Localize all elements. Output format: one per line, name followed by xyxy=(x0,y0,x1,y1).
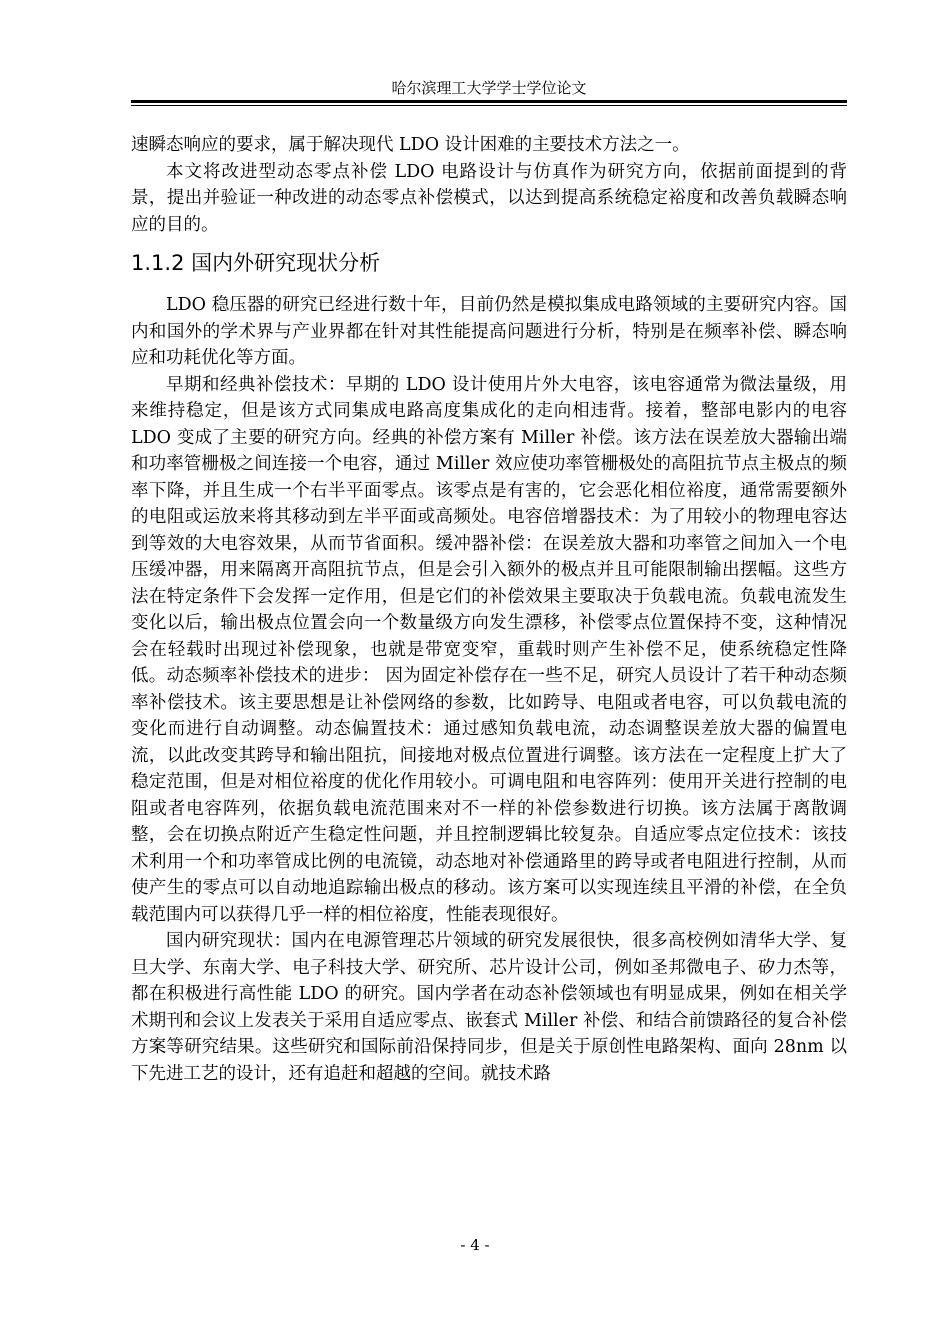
running-header: 哈尔滨理工大学学士学位论文 xyxy=(391,79,587,97)
body-paragraph: 国内研究现状：国内在电源管理芯片领域的研究发展很快，很多高校例如清华大学、复旦大学、东南大学、电子科技大学、研究所、芯片设计公司，例如圣邦微电子、矽力杰等，都在积极进行高性能 LDO 的研究。国内学者在动态补偿领域也有明显成果，例如在相关学术期刊和会议上发表关于采用自适应零点、嵌套式 Miller 补偿、和结合前馈路径的复合补偿方案等研究结果。这些研究和国际前沿保持同步，但是关于原创性电路架构、面向 28nm 以下先进工艺的设计，还有追赶和超越的空间。就技术路 xyxy=(131,931,847,1084)
body-paragraph: 速瞬态响应的要求，属于解决现代 LDO 设计困难的主要技术方法之一。 xyxy=(131,135,690,155)
body-paragraph: 本文将改进型动态零点补偿 LDO 电路设计与仿真作为研究方向，依据前面提到的背景，提出并验证一种改进的动态零点补偿模式，以达到提高系统稳定裕度和改善负载瞬态响应的目的。 xyxy=(131,161,847,235)
page-number: - 4 - xyxy=(460,1236,490,1254)
header-rule-thick xyxy=(131,100,847,103)
page-body xyxy=(131,132,847,1087)
body-paragraph: LDO 稳压器的研究已经进行数十年，目前仍然是模拟集成电路领域的主要研究内容。国内和国外的学术界与产业界都在针对其性能提高问题进行分析，特别是在频率补偿、瞬态响应和功耗优化等方面。 xyxy=(131,295,847,368)
body-paragraph: 早期和经典补偿技术：早期的 LDO 设计使用片外大电容，该电容通常为微法量级，用来维持稳定，但是该方式同集成电路高度集成化的走向相违背。接着，整部电影内的电容 LDO 变成了主要的研究方向。经典的补偿方案有 Miller 补偿。该方法在误差放大器输出端和功率管栅极之间连接一个电容，通过 Miller 效应使功率管栅极处的高阻抗节点主极点的频率下降，并且生成一个右半平面零点。该零点是有害的，它会恶化相位裕度，通常需要额外的电阻或运放来将其移动到左半平面或高频处。电容倍增器技术：为了用较小的物理电容达到等效的大电容效果，从而节省面积。缓冲器补偿：在误差放大器和功率管之间加入一个电压缓冲器，用来隔离开高阻抗节点，但是会引入额外的极点并且可能限制输出摆幅。这些方法在特定条件下会发挥一定作用，但是它们的补偿效果主要取决于负载电流。负载电流发生变化以后，输出极点位置会向一个数量级方向发生漂移，补偿零点位置保持不变，这种情况会在轻载时出现过补偿现象，也就是带宽变窄，重载时则产生补偿不足，使系统稳定性降低。动态频率补偿技术的进步： 因为固定补偿存在一些不足，研究人员设计了若干种动态频率补偿技术。该主要思想是让补偿网络的参数，比如跨导、电阻或者电容，可以负载电流的变化而进行自动调整。动态偏置技术：通过感知负载电流，动态调整误差放大器的偏置电流，以此改变其跨导和输出阻抗，间接地对极点位置进行调整。该方法在一定程度上扩大了稳定范围，但是对相位裕度的优化作用较小。可调电阻和电容阵列：使用开关进行控制的电阻或者电容阵列，依据负载电流范围来对不一样的补偿参数进行切换。该方法属于离散调整，会在切换点附近产生稳定性问题，并且控制逻辑比较复杂。自适应零点定位技术：该技术利用一个和功率管成比例的电流镜，动态地对补偿通路里的跨导或者电阻进行控制，从而使产生的零点可以自动地追踪输出极点的移动。该方案可以实现连续且平滑的补偿，在全负载范围内可以获得几乎一样的相位裕度，性能表现很好。 xyxy=(131,374,847,925)
section-heading: 1.1.2 国内外研究现状分析 xyxy=(131,251,381,275)
header-rule-thin xyxy=(131,105,847,106)
